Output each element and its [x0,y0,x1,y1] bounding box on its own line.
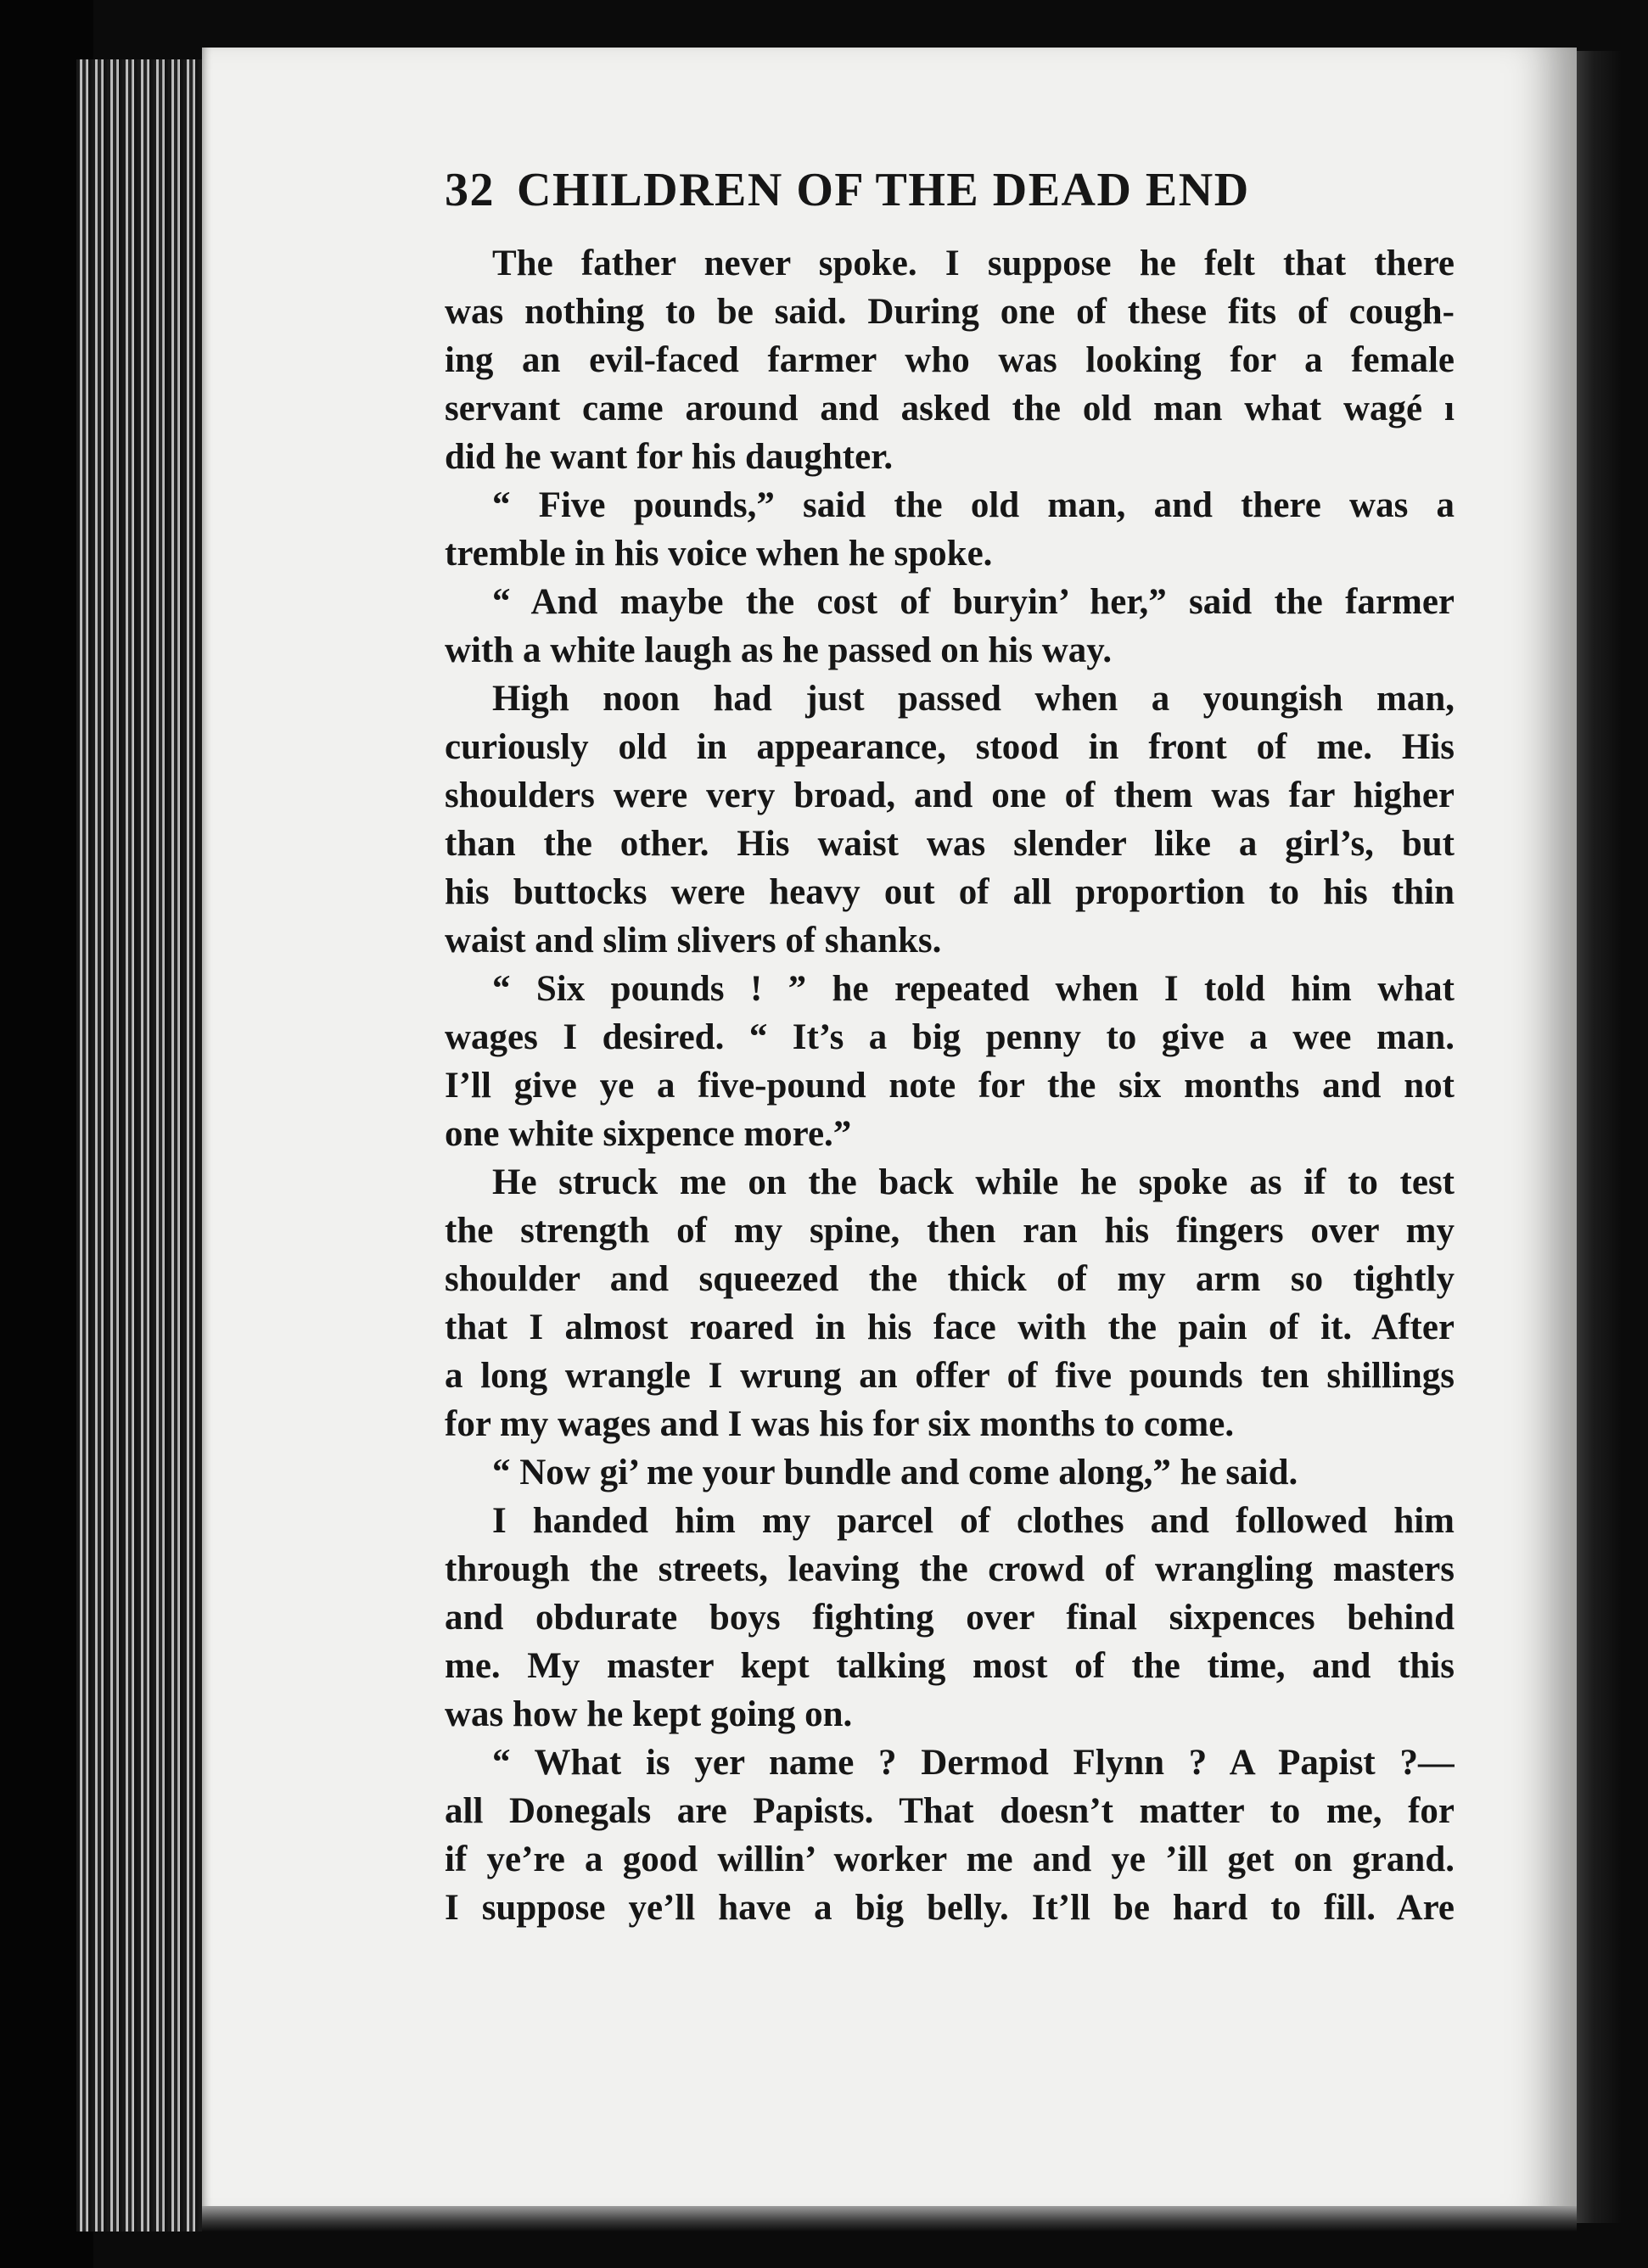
text-line: “ And maybe the cost of buryin’ her,” said the farmer [492,582,1455,622]
text-line: curiously old in appearance, stood in front of me. His [445,727,1455,767]
text-line: was nothing to be said. During one of these fits of cough- [445,292,1455,332]
text-line: The father never spoke. I suppose he felt that there [492,244,1455,283]
text-line: if ye’re a good willin’ worker me and ye ’ill get on grand. [445,1840,1455,1879]
text-line: ing an evil-faced farmer who was looking for a female [445,340,1455,380]
text-block [445,163,1455,1932]
text-line: “ Six pounds ! ” he repeated when I told him what [492,969,1455,1009]
text-line: He struck me on the back while he spoke as if to test [492,1162,1455,1202]
text-line: waist and slim slivers of shanks. [445,921,942,960]
text-line: and obdurate boys fighting over final sixpences behind [445,1598,1455,1638]
text-line: with a white laugh as he passed on his way. [445,630,1113,670]
text-line: High noon had just passed when a youngish man, [492,679,1455,719]
text-line: the strength of my spine, then ran his fingers over my [445,1211,1455,1251]
book-title: CHILDREN OF THE DEAD END [517,164,1250,216]
page-number: 32 [445,164,495,216]
text-line: I’ll give ye a five-pound note for the six months and not [445,1066,1455,1106]
text-line: all Donegals are Papists. That doesn’t matter to me, for [445,1791,1455,1831]
text-line: was how he kept going on. [445,1694,853,1734]
text-line: I handed him my parcel of clothes and followed him [492,1501,1455,1541]
text-line: through the streets, leaving the crowd of wrangling masters [445,1549,1455,1589]
text-line: did he want for his daughter. [445,437,894,477]
text-line: servant came around and asked the old man what wagé ı [445,389,1455,428]
text-line: “ Now gi’ me your bundle and come along,” he said. [492,1453,1298,1492]
text-line: shoulders were very broad, and one of them was far higher [445,776,1455,815]
text-line: a long wrangle I wrung an offer of five pounds ten shillings [445,1356,1455,1396]
text-line: tremble in his voice when he spoke. [445,534,993,574]
text-line: wages I desired. “ It’s a big penny to give a wee man. [445,1017,1455,1057]
text-line: “ What is yer name ? Dermod Flynn ? A Papist ?— [492,1743,1455,1783]
text-line: I suppose ye’ll have a big belly. It’ll be hard to fill. Are [445,1888,1455,1928]
text-line: me. My master kept talking most of the time, and this [445,1646,1455,1686]
body-text [445,239,1455,1932]
text-line: one white sixpence more.” [445,1114,852,1154]
bottom-page-edge [202,2206,1577,2232]
text-line: “ Five pounds,” said the old man, and there was a [492,485,1455,525]
running-head [445,163,1455,239]
text-line: that I almost roared in his face with the pain of it. After [445,1308,1455,1347]
text-line: his buttocks were heavy out of all proportion to his thin [445,872,1455,912]
text-line: for my wages and I was his for six months to come. [445,1404,1235,1444]
book-page-edges [76,59,204,2232]
text-line: shoulder and squeezed the thick of my arm so tightly [445,1259,1455,1299]
text-line: than the other. His waist was slender like a girl’s, but [445,824,1455,864]
